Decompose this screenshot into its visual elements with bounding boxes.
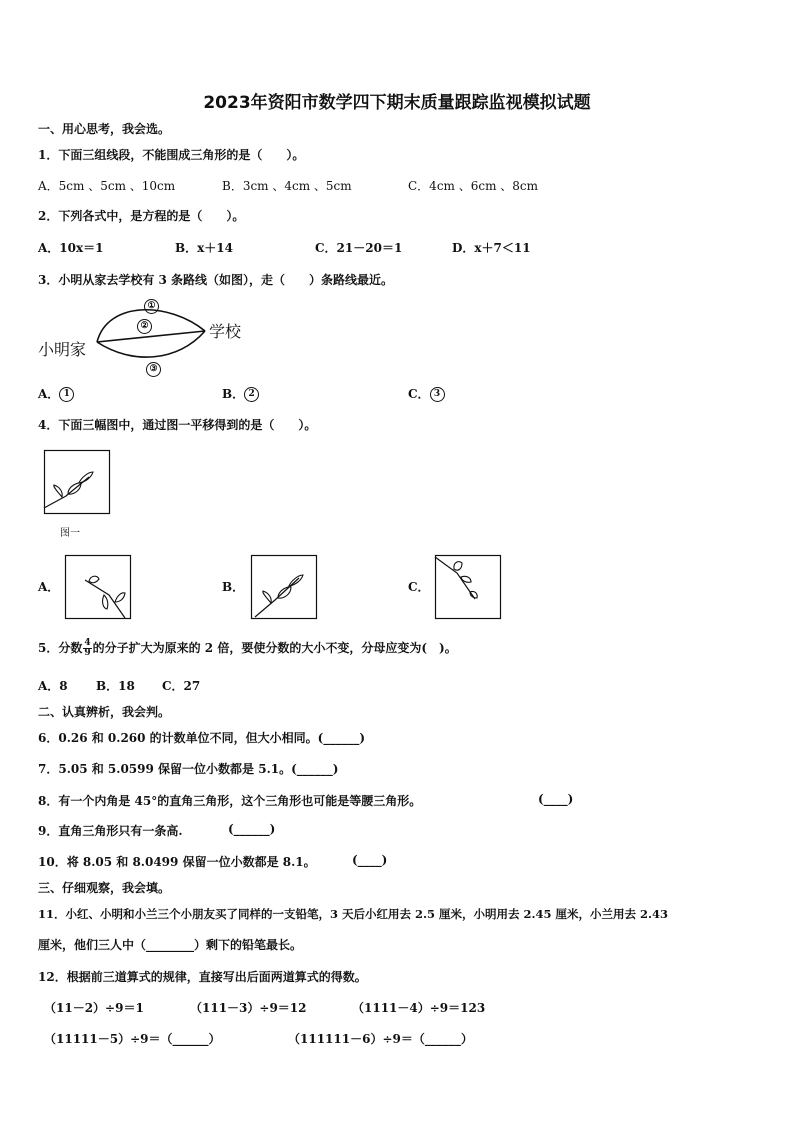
question-4-stem: 4．下面三幅图中，通过图一平移得到的是（ ）。	[38, 418, 317, 432]
q1-option-c[interactable]: C．4cm 、6cm 、8cm	[408, 179, 539, 193]
question-10: 10．将 8.05 和 8.0499 保留一位小数都是 8.1。	[38, 855, 316, 869]
q4-option-a[interactable]: A．	[38, 580, 60, 594]
section-2-heading: 二、认真辨析，我会判。	[38, 705, 171, 719]
question-12-stem: 12．根据前三道算式的规律，直接写出后面两道算式的得数。	[38, 970, 367, 984]
q4-option-b-figure	[251, 555, 317, 619]
q2-option-c[interactable]: C．21－20＝1	[315, 241, 403, 255]
route-3-mark: ③	[146, 359, 161, 378]
question-7[interactable]: 7．5.05 和 5.0599 保留一位小数都是 5.1。(______)	[38, 762, 339, 776]
q12-equation-5[interactable]: （111111－6）÷9＝（______）	[288, 1032, 473, 1046]
question-11-line-2[interactable]: 厘米，他们三人中（________）剩下的铅笔最长。	[38, 938, 303, 952]
question-8-blank[interactable]: (____)	[538, 792, 574, 806]
q1-option-a[interactable]: A．5cm 、5cm 、10cm	[38, 179, 176, 193]
q12-equation-2: （111－3）÷9＝12	[190, 1001, 307, 1015]
question-5-stem: 5．分数 $\frac{4}{9}$ 的分子扩大为原来的 2 倍，要使分数的大小不变，分母应变为( )。	[38, 638, 457, 658]
question-3-stem: 3．小明从家去学校有 3 条路线（如图），走（ ）条路线最近。	[38, 273, 394, 287]
question-9-blank[interactable]: (______)	[228, 822, 276, 836]
school-label: 学校	[209, 322, 242, 341]
q3-option-a[interactable]: A． 1	[38, 385, 74, 402]
figure-1-label: 图一	[60, 528, 80, 539]
fraction: $\frac{4}{9}$	[84, 638, 91, 658]
page-title: 2023年资阳市数学四下期末质量跟踪监视模拟试题	[203, 93, 591, 113]
q4-option-c[interactable]: C．	[408, 580, 430, 594]
section-1-heading: 一、用心思考，我会选。	[38, 122, 171, 136]
section-3-heading: 三、仔细观察，我会填。	[38, 881, 171, 895]
q12-equation-4[interactable]: （11111－5）÷9＝（______）	[44, 1032, 221, 1046]
q2-option-b[interactable]: B．x＋14	[175, 241, 233, 255]
route-1-mark: ①	[144, 296, 159, 315]
home-label: 小明家	[38, 340, 87, 359]
question-11-line-1: 11．小红、小明和小兰三个小朋友买了同样的一支铅笔，3 天后小红用去 2.5 厘米，小明用去 2.45 厘米，小兰用去 2.43	[38, 907, 669, 921]
q4-option-b[interactable]: B．	[222, 580, 245, 594]
q3-option-b[interactable]: B． 2	[222, 385, 259, 402]
question-9: 9．直角三角形只有一条高.	[38, 824, 183, 838]
q1-option-b[interactable]: B．3cm 、4cm 、5cm	[222, 179, 352, 193]
q4-option-a-figure	[65, 555, 131, 619]
q5-option-c[interactable]: C．27	[162, 679, 201, 693]
question-8: 8．有一个内角是 45°的直角三角形，这个三角形也可能是等腰三角形。	[38, 794, 422, 808]
question-6[interactable]: 6．0.26 和 0.260 的计数单位不同，但大小相同。(______)	[38, 731, 366, 745]
q5-option-b[interactable]: B．18	[96, 679, 135, 693]
q12-equation-3: （1111－4）÷9＝123	[352, 1001, 486, 1015]
q3-option-c[interactable]: C． 3	[408, 385, 445, 402]
q5-option-a[interactable]: A．8	[38, 679, 68, 693]
q2-option-a[interactable]: A．10x＝1	[38, 241, 104, 255]
question-1-stem: 1．下面三组线段，不能围成三角形的是（ ）。	[38, 148, 305, 162]
question-2-stem: 2．下列各式中，是方程的是（ ）。	[38, 209, 245, 223]
q2-option-d[interactable]: D．x＋7＜11	[452, 241, 531, 255]
figure-1-box	[44, 450, 110, 514]
question-10-blank[interactable]: (____)	[352, 853, 388, 867]
q12-equation-1: （11－2）÷9＝1	[44, 1001, 144, 1015]
route-2-mark: ②	[137, 316, 152, 335]
q4-option-c-figure	[435, 555, 501, 619]
